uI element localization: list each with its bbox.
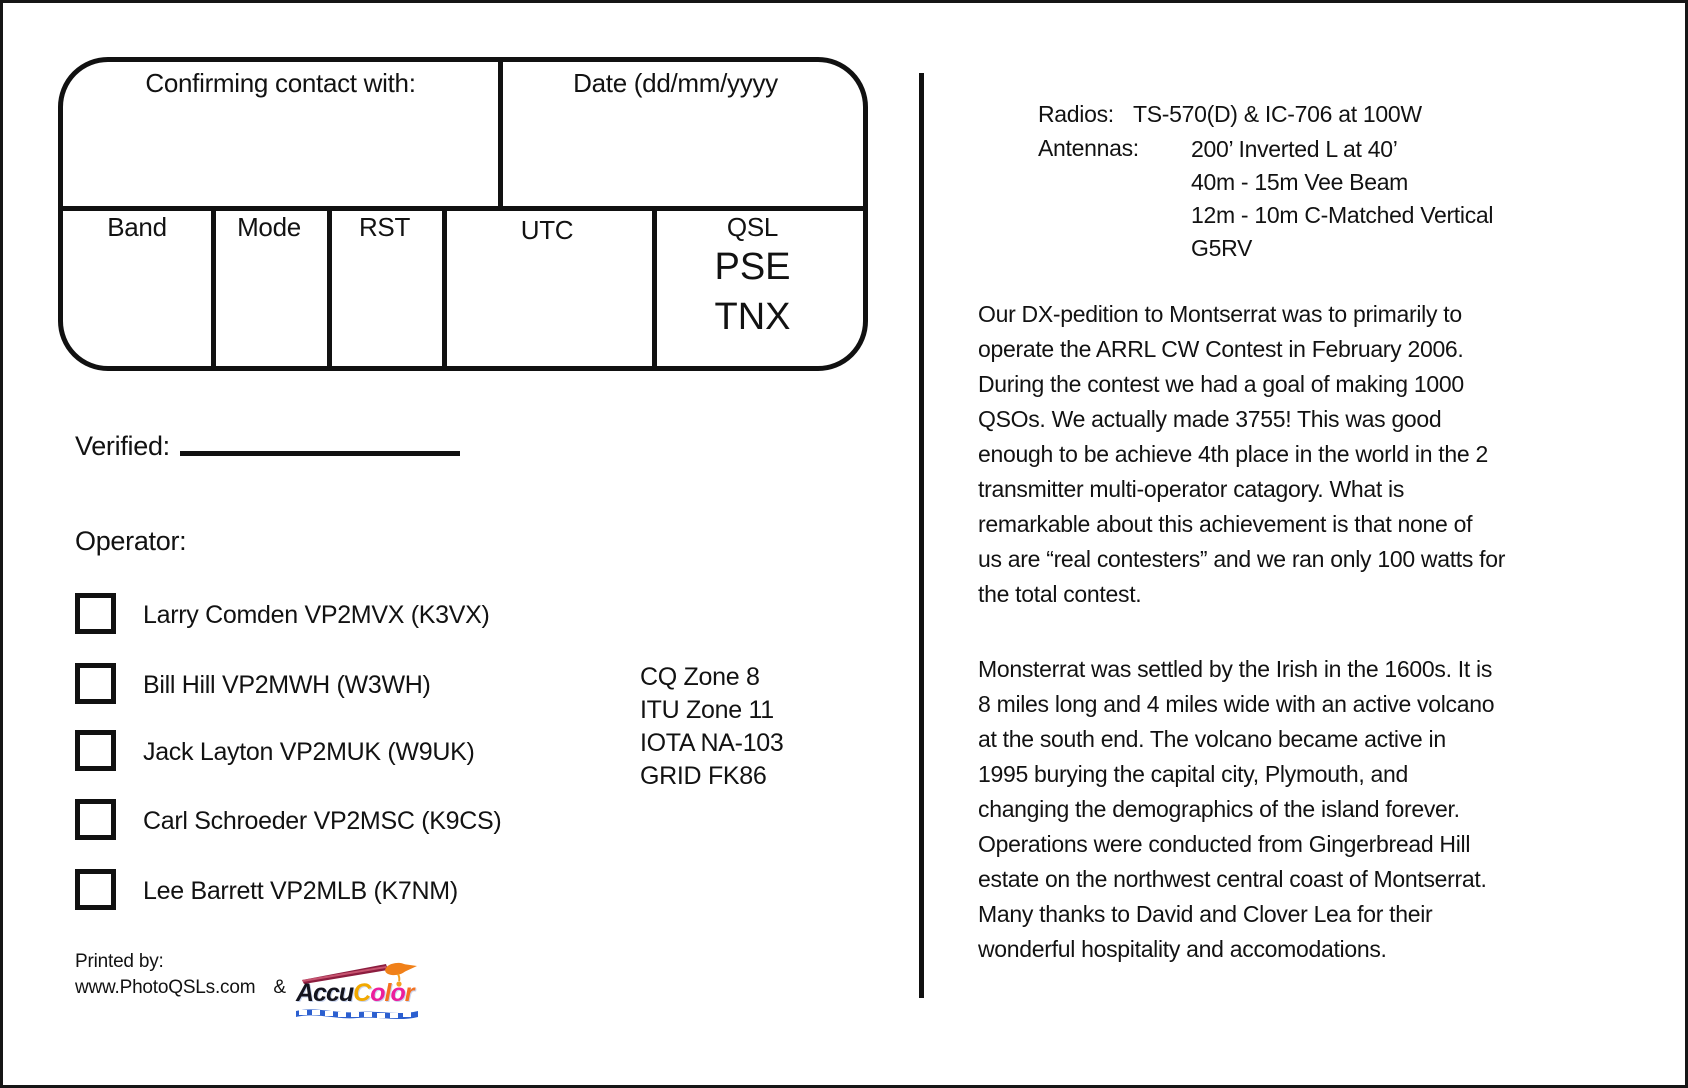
operator-name: Lee Barrett VP2MLB (K7NM) xyxy=(143,877,458,905)
mode-column-header: Mode xyxy=(237,212,301,242)
operator-checkbox[interactable] xyxy=(75,799,116,840)
text-line: G5RV xyxy=(1191,235,1253,261)
verified-blank-line xyxy=(180,451,460,456)
text-line: 12m - 10m C-Matched Vertical xyxy=(1191,202,1494,228)
operator-checkbox[interactable] xyxy=(75,869,116,910)
text-line: 200’ Inverted L at 40’ xyxy=(1191,136,1398,162)
text-line: During the contest we had a goal of making 1000 xyxy=(978,371,1464,397)
radios-value: TS-570(D) & IC-706 at 100W xyxy=(1133,101,1422,127)
printed-by-label: Printed by: xyxy=(75,951,164,972)
text-line: Monsterrat was settled by the Irish in the 1600s. It is xyxy=(978,656,1493,682)
accucolor-logo xyxy=(296,963,424,1017)
text-line: at the south end. The volcano became active in xyxy=(978,726,1446,752)
text-line: 1995 burying the capital city, Plymouth, and xyxy=(978,761,1409,787)
text-line: Operations were conducted from Gingerbread Hill xyxy=(978,831,1471,857)
printer-url: www.PhotoQSLs.com xyxy=(75,977,256,998)
printed-by xyxy=(75,949,286,1001)
logo-letter: r xyxy=(404,979,414,1007)
text-line: QSOs. We actually made 3755! This was good xyxy=(978,406,1442,432)
accucolor-wordmark xyxy=(296,979,413,1008)
zone-info xyxy=(640,661,784,793)
date-label: Date (dd/mm/yyyy xyxy=(573,68,778,98)
ampersand-text: & xyxy=(273,977,286,998)
operator-label: Operator: xyxy=(75,526,187,556)
table-row-divider xyxy=(63,206,863,211)
logo-letter: l xyxy=(384,979,391,1007)
dxpedition-paragraph xyxy=(978,297,1505,612)
logo-letter: C xyxy=(353,979,371,1007)
logo-letter: o xyxy=(390,979,405,1007)
text-line: enough to be achieve 4th place in the world in the 2 xyxy=(978,441,1488,467)
column-divider xyxy=(919,73,924,998)
text-line: the total contest. xyxy=(978,581,1142,607)
logo-letter: o xyxy=(370,979,385,1007)
text-line: changing the demographics of the island forever. xyxy=(978,796,1460,822)
operator-name: Carl Schroeder VP2MSC (K9CS) xyxy=(143,807,502,835)
text-line: IOTA NA-103 xyxy=(640,729,784,757)
operator-checkbox[interactable] xyxy=(75,730,116,771)
operator-checkbox[interactable] xyxy=(75,593,116,634)
text-line: CQ Zone 8 xyxy=(640,663,760,691)
text-line: Many thanks to David and Clover Lea for their xyxy=(978,901,1433,927)
qsl-column-header: QSL xyxy=(726,212,779,242)
text-line: remarkable about this achievement is that none of xyxy=(978,511,1473,537)
montserrat-paragraph xyxy=(978,652,1494,967)
operator-checkbox[interactable] xyxy=(75,663,116,704)
antennas-label: Antennas: xyxy=(1038,135,1139,161)
text-line: GRID FK86 xyxy=(640,762,767,790)
qsl-pse-text: PSE xyxy=(714,246,791,288)
confirming-contact-label: Confirming contact with: xyxy=(145,68,416,98)
qsl-tnx-text: TNX xyxy=(714,296,791,338)
text-line: 40m - 15m Vee Beam xyxy=(1191,169,1409,195)
text-line: ITU Zone 11 xyxy=(640,696,774,724)
radios-label: Radios: xyxy=(1038,101,1114,127)
qso-table xyxy=(58,57,868,371)
text-line: wonderful hospitality and accomodations. xyxy=(978,936,1387,962)
operator-name: Larry Comden VP2MVX (K3VX) xyxy=(143,601,490,629)
band-column-header: Band xyxy=(107,212,167,242)
text-line: estate on the northwest central coast of Montserrat. xyxy=(978,866,1487,892)
filmstrip-icon xyxy=(296,1005,418,1021)
verified-label: Verified: xyxy=(75,431,170,461)
operator-name: Bill Hill VP2MWH (W3WH) xyxy=(143,671,431,699)
antennas-list xyxy=(1191,133,1493,265)
operator-name: Jack Layton VP2MUK (W9UK) xyxy=(143,738,475,766)
text-line: operate the ARRL CW Contest in February 2006. xyxy=(978,336,1464,362)
text-line: 8 miles long and 4 miles wide with an active volcano xyxy=(978,691,1495,717)
text-line: transmitter multi-operator catagory. What is xyxy=(978,476,1405,502)
text-line: us are “real contesters” and we ran only 100 watts for xyxy=(978,546,1506,572)
utc-column-header: UTC xyxy=(520,215,574,245)
logo-accu-text: Accu xyxy=(296,979,354,1007)
text-line: Our DX-pedition to Montserrat was to primarily to xyxy=(978,301,1462,327)
rst-column-header: RST xyxy=(358,212,411,242)
